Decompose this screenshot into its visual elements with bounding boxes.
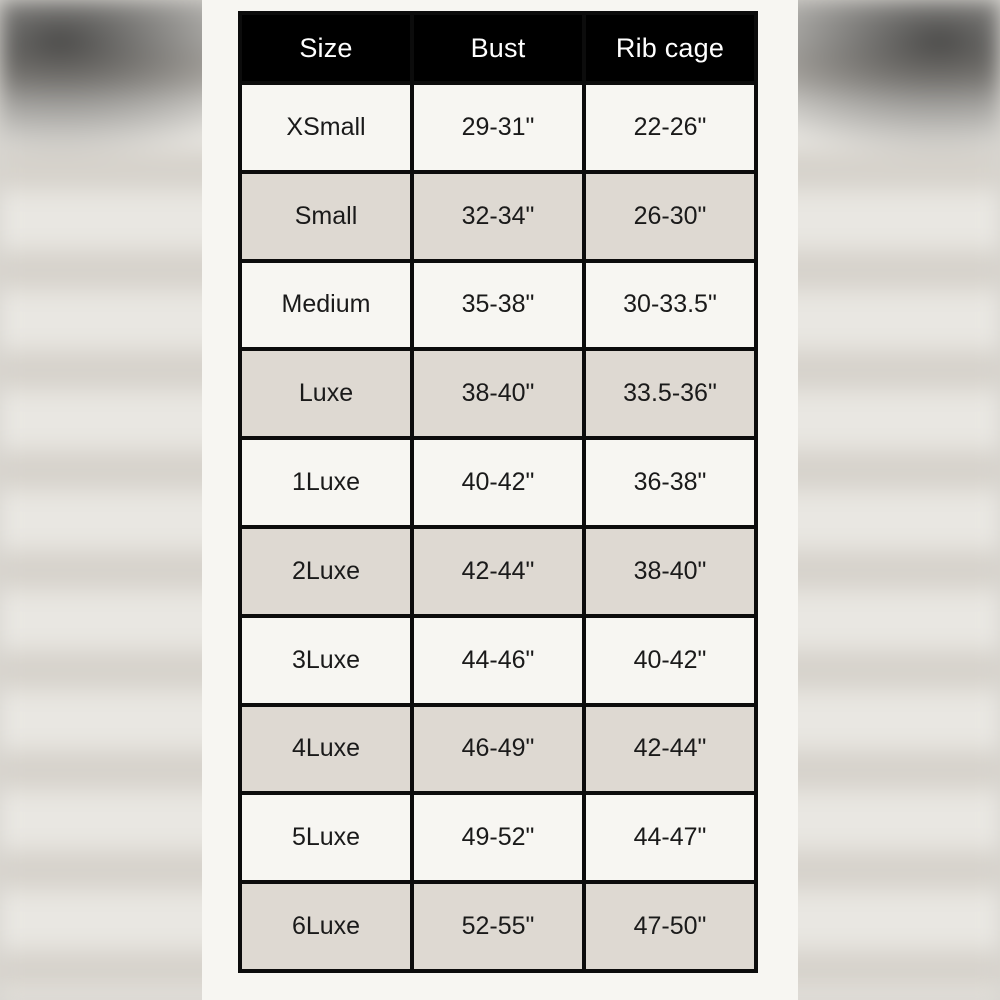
table-header-row xyxy=(240,13,756,83)
cell-rib-cage: 38-40" xyxy=(584,527,756,616)
cell-bust: 38-40" xyxy=(412,349,584,438)
cell-bust: 49-52" xyxy=(412,793,584,882)
size-chart-table xyxy=(238,11,758,973)
cell-size: 2Luxe xyxy=(240,527,412,616)
cell-rib-cage: 26-30" xyxy=(584,172,756,261)
table-row xyxy=(240,438,756,527)
cell-rib-cage: 40-42" xyxy=(584,616,756,705)
cell-bust: 52-55" xyxy=(412,882,584,971)
cell-rib-cage: 47-50" xyxy=(584,882,756,971)
table-row xyxy=(240,349,756,438)
table-row xyxy=(240,616,756,705)
cell-bust: 46-49" xyxy=(412,705,584,794)
cell-bust: 32-34" xyxy=(412,172,584,261)
cell-size: 4Luxe xyxy=(240,705,412,794)
cell-rib-cage: 36-38" xyxy=(584,438,756,527)
cell-size: Small xyxy=(240,172,412,261)
table-row xyxy=(240,83,756,172)
cell-rib-cage: 44-47" xyxy=(584,793,756,882)
cell-size: 6Luxe xyxy=(240,882,412,971)
cell-rib-cage: 33.5-36" xyxy=(584,349,756,438)
cell-size: Medium xyxy=(240,261,412,350)
cell-bust: 35-38" xyxy=(412,261,584,350)
table-row xyxy=(240,705,756,794)
cell-rib-cage: 22-26" xyxy=(584,83,756,172)
table-row xyxy=(240,882,756,971)
table-row xyxy=(240,261,756,350)
table-row xyxy=(240,527,756,616)
cell-bust: 42-44" xyxy=(412,527,584,616)
cell-size: XSmall xyxy=(240,83,412,172)
cell-rib-cage: 30-33.5" xyxy=(584,261,756,350)
cell-rib-cage: 42-44" xyxy=(584,705,756,794)
cell-bust: 29-31" xyxy=(412,83,584,172)
cell-size: Luxe xyxy=(240,349,412,438)
cell-bust: 44-46" xyxy=(412,616,584,705)
header-rib-cage: Rib cage xyxy=(584,13,756,83)
cell-size: 1Luxe xyxy=(240,438,412,527)
cell-size: 3Luxe xyxy=(240,616,412,705)
header-size: Size xyxy=(240,13,412,83)
cell-bust: 40-42" xyxy=(412,438,584,527)
header-bust: Bust xyxy=(412,13,584,83)
table-row xyxy=(240,793,756,882)
cell-size: 5Luxe xyxy=(240,793,412,882)
table-row xyxy=(240,172,756,261)
